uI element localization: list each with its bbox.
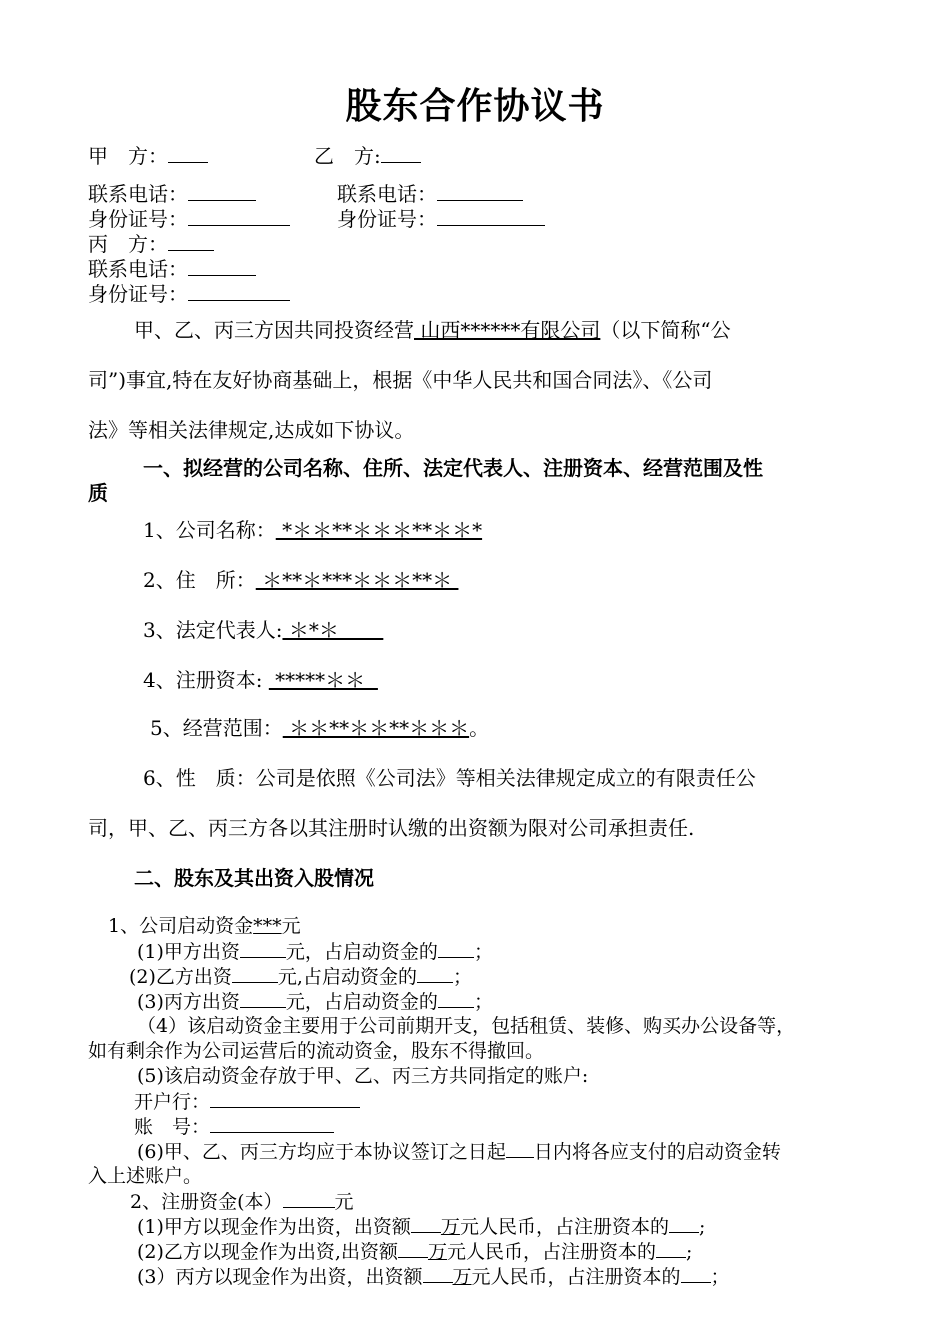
intro-line-2: 司”)事宜,特在友好协商基础上，根据《中华人民共和国合同法》、《公司 xyxy=(88,368,713,392)
intro-line-1 xyxy=(134,318,731,342)
section1-heading-cont: 质 xyxy=(88,481,108,505)
party-a-label: 甲 方： xyxy=(88,144,168,168)
party-c-blank xyxy=(168,232,214,251)
id-label: 身份证号： xyxy=(88,282,188,306)
reg-text: (1)甲方以现金作为出资，出资额 xyxy=(137,1216,411,1238)
company-name-line xyxy=(143,518,482,542)
punct: ； xyxy=(710,1266,730,1288)
bank-line xyxy=(134,1089,360,1114)
reg-capital-label: 2、注册资金(本） xyxy=(130,1191,283,1213)
unit-wan: 万 xyxy=(452,1266,472,1288)
section1-heading: 一、拟经营的公司名称、住所、法定代表人、注册资本、经营范围及性 xyxy=(143,456,763,480)
party-a-contribution xyxy=(137,939,493,964)
phone-label: 联系电话： xyxy=(88,182,188,206)
account-intro: (5)该启动资金存放于甲、乙、丙三方共同指定的账户: xyxy=(137,1065,589,1087)
party-a-line xyxy=(88,144,208,168)
transfer-text: (6)甲、乙、丙三方均应于本协议签订之日起 xyxy=(137,1141,506,1163)
party-c-label: 丙 方： xyxy=(88,232,168,256)
company-name-value: *＊＊**＊＊＊**＊＊* xyxy=(275,518,483,542)
phone-blank xyxy=(188,182,256,201)
section2-heading: 二、股东及其出资入股情况 xyxy=(134,866,374,890)
contrib-label: (3)丙方出资 xyxy=(137,991,240,1013)
party-c-phone-line xyxy=(88,257,256,281)
transfer-line-2: 入上述账户。 xyxy=(88,1165,203,1187)
party-c-id-line xyxy=(88,282,290,306)
account-label: 账 号： xyxy=(134,1116,211,1138)
capital-label: 4、注册资本: xyxy=(143,668,269,692)
amount-blank xyxy=(411,1214,441,1233)
party-a-id-line xyxy=(88,207,290,231)
legal-rep-value: ＊*＊ xyxy=(282,618,384,642)
party-c-line xyxy=(88,232,214,256)
address-value: ＊**＊***＊＊＊**＊ xyxy=(255,568,459,592)
amount-blank xyxy=(423,1264,453,1283)
scope-label: 5、经营范围： xyxy=(150,716,283,740)
unit-yuan: 元 xyxy=(281,915,301,937)
id-label: 身份证号： xyxy=(88,207,188,231)
scope-end: 。 xyxy=(469,716,490,740)
account-blank xyxy=(210,1114,334,1133)
reg-party-a-line xyxy=(137,1214,705,1239)
legal-rep-line xyxy=(143,618,383,642)
contrib-blank xyxy=(240,939,286,958)
transfer-text: 日内将各应支付的启动资金转 xyxy=(533,1141,781,1163)
party-b-blank xyxy=(381,144,421,163)
legal-rep-label: 3、法定代表人: xyxy=(143,618,283,642)
bank-blank xyxy=(210,1089,360,1108)
punct: ； xyxy=(473,941,493,963)
capital-line xyxy=(143,668,378,692)
phone-blank xyxy=(188,257,256,276)
start-fund-value: *** xyxy=(253,915,282,937)
intro-line-3: 法》等相关法律规定,达成如下协议。 xyxy=(88,418,415,442)
percent-blank xyxy=(438,989,474,1008)
id-blank xyxy=(188,282,290,301)
account-line xyxy=(134,1114,334,1139)
start-fund-label: 1、公司启动资金 xyxy=(108,915,254,937)
percent-blank xyxy=(656,1239,686,1258)
nature-line-2: 司，甲、乙、丙三方各以其注册时认缴的出资额为限对公司承担责任. xyxy=(88,816,695,840)
scope-value: ＊＊**＊＊**＊＊＊ xyxy=(282,716,470,740)
party-b-line xyxy=(314,144,421,168)
fund-use-line-2: 如有剩余作为公司运营后的流动资金，股东不得撤回。 xyxy=(88,1040,545,1062)
reg-text: (3）丙方以现金作为出资，出资额 xyxy=(137,1266,423,1288)
transfer-line-1 xyxy=(137,1139,781,1164)
reg-capital-blank xyxy=(283,1189,335,1208)
reg-party-c-line xyxy=(137,1264,730,1289)
contrib-mid: 元,占启动资金的 xyxy=(277,966,417,988)
percent-blank xyxy=(438,939,474,958)
punct: ； xyxy=(473,991,493,1013)
amount-blank xyxy=(398,1239,428,1258)
reg-text: 元人民币，占注册资本的 xyxy=(471,1266,681,1288)
scope-line xyxy=(150,716,489,740)
id-label: 身份证号： xyxy=(337,207,437,231)
reg-text: 元人民币，占注册资本的 xyxy=(446,1241,656,1263)
party-b-label: 乙 方: xyxy=(314,144,381,168)
id-blank xyxy=(188,207,290,226)
party-b-id-line xyxy=(337,207,545,231)
bank-label: 开户行： xyxy=(134,1091,211,1113)
contrib-blank xyxy=(240,989,286,1008)
phone-label: 联系电话： xyxy=(88,257,188,281)
reg-text: (2)乙方以现金作为出资,出资额 xyxy=(137,1241,398,1263)
document-title: 股东合作协议书 xyxy=(345,85,605,127)
punct: ； xyxy=(452,966,472,988)
reg-text: 元人民币，占注册资本的 xyxy=(459,1216,669,1238)
punct: ; xyxy=(686,1241,693,1263)
phone-blank xyxy=(437,182,523,201)
nature-line-1: 6、性 质：公司是依照《公司法》等相关法律规定成立的有限责任公 xyxy=(143,766,756,790)
unit-wan: 万 xyxy=(440,1216,460,1238)
intro-text: （以下简称“公 xyxy=(600,318,731,342)
address-label: 2、住 所： xyxy=(143,568,256,592)
start-fund-line xyxy=(108,914,301,938)
percent-blank xyxy=(417,964,453,983)
company-name: 山西******有限公司 xyxy=(414,318,601,342)
unit-wan: 万 xyxy=(427,1241,447,1263)
fund-use-line-1: （4）该启动资金主要用于公司前期开支，包括租赁、装修、购买办公设备等， xyxy=(137,1015,796,1037)
id-blank xyxy=(437,207,545,226)
party-c-contribution xyxy=(137,989,493,1014)
address-line xyxy=(143,568,458,592)
party-b-contribution xyxy=(129,964,472,989)
contrib-mid: 元，占启动资金的 xyxy=(285,941,438,963)
reg-party-b-line xyxy=(137,1239,692,1264)
contrib-label: (2)乙方出资 xyxy=(129,966,232,988)
party-b-phone-line xyxy=(337,182,523,206)
percent-blank xyxy=(669,1214,699,1233)
company-name-label: 1、公司名称： xyxy=(143,518,276,542)
punct: ; xyxy=(698,1216,706,1238)
party-a-phone-line xyxy=(88,182,256,206)
party-a-blank xyxy=(168,144,208,163)
contrib-mid: 元，占启动资金的 xyxy=(285,991,438,1013)
contrib-label: (1)甲方出资 xyxy=(137,941,240,963)
capital-value: *****＊＊ xyxy=(268,668,378,692)
phone-label: 联系电话： xyxy=(337,182,437,206)
unit-yuan: 元 xyxy=(334,1191,354,1213)
days-blank xyxy=(506,1139,534,1158)
contrib-blank xyxy=(232,964,278,983)
reg-capital-line xyxy=(130,1189,354,1214)
intro-text: 甲、乙、丙三方因共同投资经营 xyxy=(134,318,414,342)
percent-blank xyxy=(681,1264,711,1283)
